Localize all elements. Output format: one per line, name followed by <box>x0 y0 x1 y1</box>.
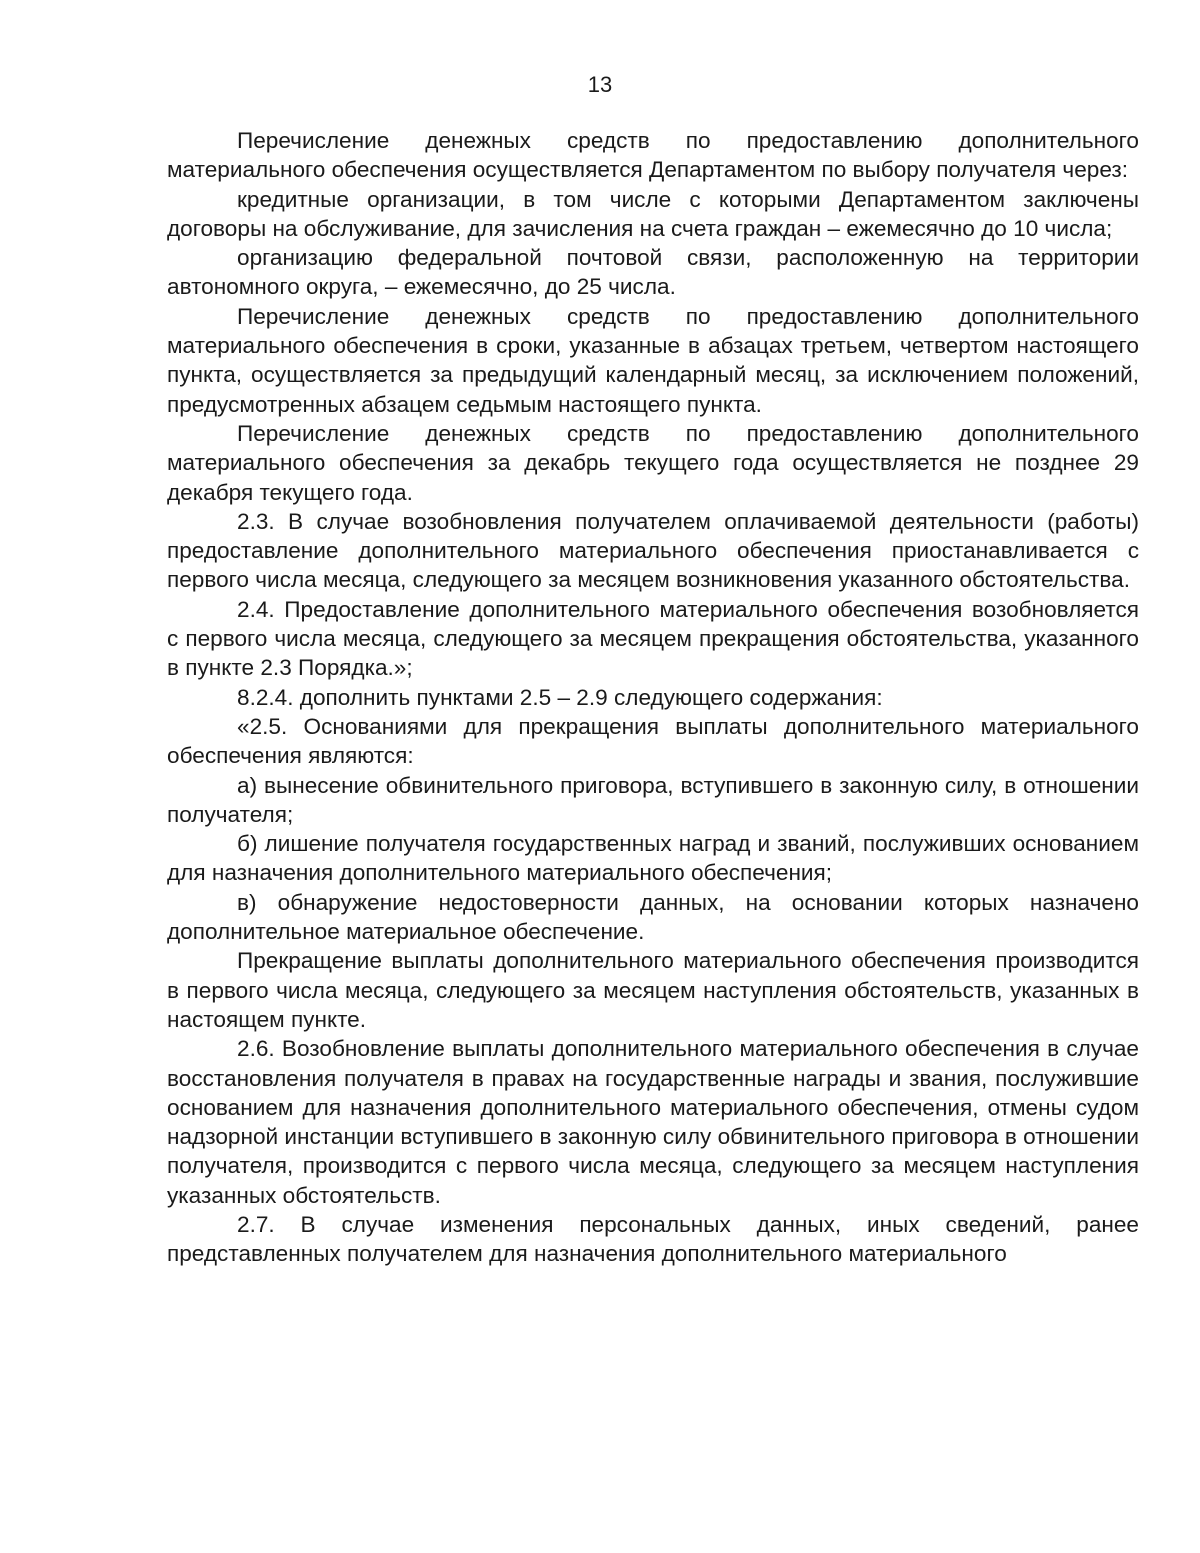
page-number: 13 <box>587 72 613 97</box>
document-body <box>167 126 1139 1269</box>
paragraph-clause-2-5: «2.5. Основаниями для прекращения выплаты дополнительного материального обеспечения являются: <box>167 713 1139 769</box>
paragraph-december-payment: Перечисление денежных средств по предоставлению дополнительного материального обеспечения за декабрь текущего года осуществляется не позднее 29 декабря текущего года. <box>167 420 1139 505</box>
paragraph-postal-organization: организацию федеральной почтовой связи, расположенную на территории автономного округа, – ежемесячно, до 25 числа. <box>167 245 1139 300</box>
paragraph-item-b: б) лишение получателя государственных наград и званий, послуживших основанием для назначения дополнительного материального обеспечения; <box>167 831 1139 886</box>
paragraph-termination: Прекращение выплаты дополнительного материального обеспечения производится в первого числа месяца, следующего за месяцем наступления обстоятельств, указанных в настоящем пункте. <box>167 948 1139 1032</box>
paragraph-payment-transfer: Перечисление денежных средств по предоставлению дополнительного материального обеспечения осуществляется Департаментом по выбору получателя через: <box>167 128 1139 183</box>
paragraph-clause-2-4: 2.4. Предоставление дополнительного материального обеспечения возобновляется с первого числа месяца, следующего за месяцем прекращения обстоятельства, указанного в пункте 2.3 Порядка.»; <box>167 596 1139 681</box>
paragraph-credit-organizations: кредитные организации, в том числе с которыми Департаментом заключены договоры на обслуживание, для зачисления на счета граждан – ежемесячно до 10 числа; <box>167 186 1139 241</box>
paragraph-clause-2-6: 2.6. Возобновление выплаты дополнительного материального обеспечения в случае восстановления получателя в правах на государственные награды и звания, послужившие основанием для назначения дополнительного материального обеспечения, отмены судом надзорной инстанции вступившего в законную силу обвинительного приговора в отношении получателя, производится с первого числа месяца, следующего за месяцем наступления указанных обстоятельств. <box>167 1036 1139 1208</box>
paragraph-payment-terms: Перечисление денежных средств по предоставлению дополнительного материального обеспечения в сроки, указанные в абзацах третьем, четвертом настоящего пункта, осуществляется за предыдущий календарный месяц, за исключением положений, предусмотренных абзацем седьмым настоящего пункта. <box>167 303 1139 417</box>
paragraph-item-a: а) вынесение обвинительного приговора, вступившего в законную силу, в отношении получателя; <box>167 772 1139 827</box>
paragraph-clause-2-7: 2.7. В случае изменения персональных данных, иных сведений, ранее представленных получателем для назначения дополнительного материального <box>167 1211 1139 1267</box>
paragraph-amendment-8-2-4: 8.2.4. дополнить пунктами 2.5 – 2.9 следующего содержания: <box>237 684 883 710</box>
paragraph-clause-2-3: 2.3. В случае возобновления получателем оплачиваемой деятельности (работы) предоставление дополнительного материального обеспечения приостанавливается с первого числа месяца, следующего за месяцем возникновения указанного обстоятельства. <box>167 508 1139 593</box>
paragraph-item-c: в) обнаружение недостоверности данных, на основании которых назначено дополнительное материальное обеспечение. <box>167 889 1139 945</box>
